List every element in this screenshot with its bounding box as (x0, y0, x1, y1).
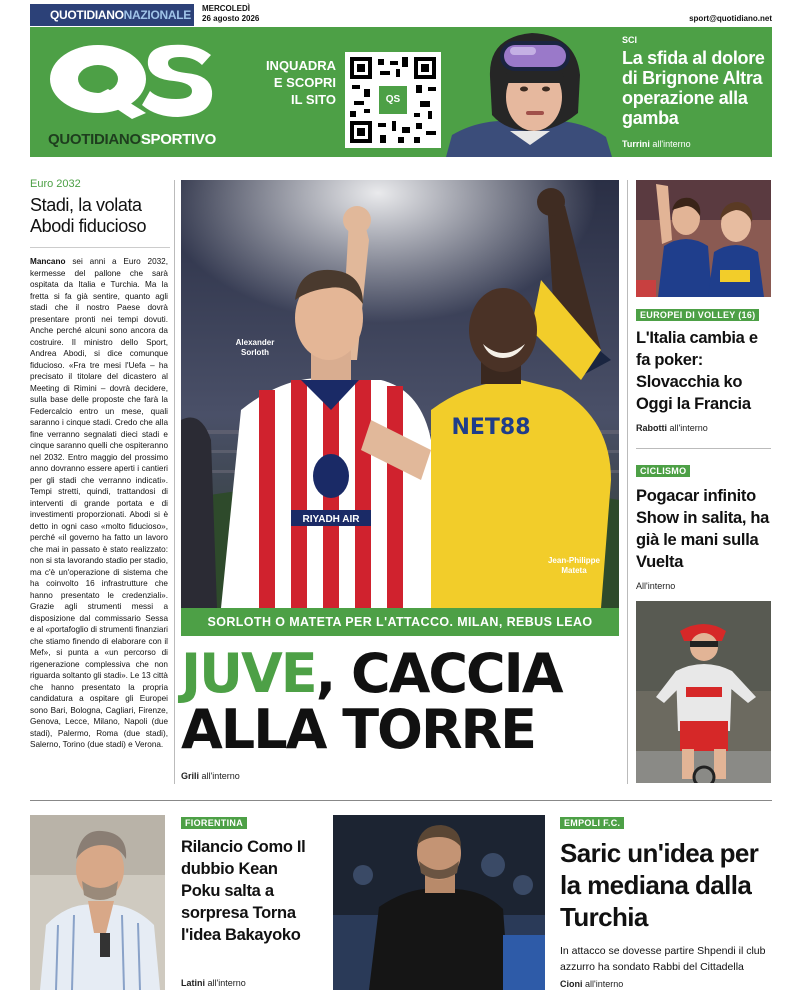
body-text: sei anni a Euro 2032, kermesse del pallone che sarà ospitata da Italia e Turchia. Ma la fretta si fa già sentire, quanto agli stadi che il nostro Paese dovrà presentare pronti nei tempi dovuti. Anche perché alcuni sono ancora da costruire. Il ministro dello Sport, Andrea Abodi, si dice comunque fiducioso. «Fra tre mesi l'Uefa – ha precisato il titolare del dicastero al Meeting di Rimini – dovrà decidere, sulla base delle proposte che farà la Federcalcio entro un mese, quali saranno i cinque stadi. Credo che alla fine verranno segnalati dieci stadi e cinque saranno quelli che ospiteranno nel 2032. Entro maggio del prossimo anno dovranno essere aperti i cantieri per gli stadi che verranno indicati». Tempi stretti, quindi, trattandosi di interventi di grande portata e di investimenti proporzionati. Abodi si è detto in ogni caso «molto fiducioso», perché «il governo ha fatto un lavoro che mai in passato è stato realizzato: non si sta lavorando stadio per stadio, ma c'è un'operazione di sistema che ha coinvolto 16 infrastrutture che hanno presentato le credenziali». Grazie agli strumenti messi a disposizione dal commissario Sessa e al «portafoglio di strumenti finanziari che stiamo finendo di elaborare con il Mef», si punta a «un percorso di rigenerazione complessiva che non riguarda soltanto gli stadi». Le 13 città che hanno presentato la propria candidatura a ospitare gli Europei sono Bari, Bologna, Cagliari, Firenze, Genova, Lecce, Milano, Napoli (due stadi), Palermo, Roma (due stadi), Salerno, Torino (due stadi) e Verona. (30, 257, 168, 749)
paratici-photo[interactable] (30, 815, 165, 990)
byline-name: Rabotti (636, 423, 667, 433)
top-bar (30, 4, 772, 26)
story-tag: EUROPEI DI VOLLEY (16) (636, 309, 759, 321)
story-title[interactable]: Saric un'idea per la mediana dalla Turchia (560, 838, 759, 932)
divider (636, 448, 771, 449)
hero-illustration (181, 180, 619, 608)
left-story-title[interactable]: Stadi, la volata Abodi fiducioso (30, 195, 147, 236)
date: 26 agosto 2026 (202, 14, 260, 23)
story-title[interactable]: Pogacar infinito Show in salita, ha già le mani sulla Vuelta (636, 487, 770, 571)
qr-center-label: QS (385, 94, 401, 105)
story-byline (636, 423, 771, 433)
story-title[interactable]: L'Italia cambia e fa poker: Slovacchia ko Oggi la Francia (636, 329, 758, 413)
byline-name: Cioni (560, 979, 583, 989)
subtitle-part2: SPORTIVO (140, 131, 216, 148)
sponsor-right: NET88 (451, 415, 531, 440)
story-tag: EMPOLI F.C. (560, 817, 624, 829)
byline-rest: all'interno (582, 979, 624, 989)
story-title[interactable]: La sfida al dolore di Brignone Altra operazione alla gamba (622, 48, 765, 128)
column-divider (627, 180, 628, 784)
masthead (30, 27, 772, 157)
byline-rest: All'interno (636, 581, 676, 591)
masthead-story[interactable] (622, 35, 768, 128)
left-story[interactable] (30, 178, 170, 237)
hero-photo[interactable] (181, 180, 619, 608)
quotidiano-nazionale-logo[interactable] (30, 4, 194, 26)
byline-rest: all'interno (205, 978, 246, 988)
contact-email[interactable]: sport@quotidiano.net (689, 14, 772, 23)
left-story-kicker: Euro 2032 (30, 178, 81, 190)
volley-photo[interactable] (636, 180, 771, 297)
qs-subtitle (48, 131, 216, 148)
lead-word: Mancano (30, 257, 66, 266)
cycling-story[interactable] (636, 461, 771, 591)
story-byline (636, 581, 771, 591)
byline-name: Turrini (622, 139, 650, 149)
qr-prompt-line: E SCOPRI (273, 75, 336, 90)
qr-prompt-line: INQUADRA (265, 58, 336, 73)
volley-story[interactable] (636, 305, 771, 433)
player-label-left: Alexander Sorloth (235, 338, 275, 357)
brand-part1: QUOTIDIANO (50, 8, 124, 22)
headline-line1 (181, 642, 621, 705)
main-headline[interactable] (181, 642, 621, 761)
story-title[interactable]: Rilancio Como Il dubbio Kean Poku salta a sorpresa Torna l'idea Bakayoko (181, 838, 306, 944)
column-divider (174, 180, 175, 784)
weekday: MERCOLEDÌ (202, 4, 250, 13)
section-divider (30, 800, 772, 801)
sponsor-left: RIYADH AIR (302, 514, 360, 525)
byline-name: Grili (181, 771, 200, 781)
qs-logo[interactable] (46, 41, 216, 121)
qr-prompt-line: IL SITO (290, 92, 336, 107)
cyclist-photo[interactable] (636, 601, 771, 783)
story-kicker: SCI (622, 35, 638, 45)
left-story-body (30, 256, 168, 751)
story-byline (560, 979, 775, 989)
skier-photo[interactable] (446, 27, 612, 157)
issue-date (202, 4, 259, 24)
story-summary: In attacco se dovesse partire Shpendi il club azzurro ha sondato Rabbi del Cittadella (560, 945, 766, 973)
story-tag: FIORENTINA (181, 817, 247, 829)
byline-name: Latini (181, 978, 205, 988)
headline-rest: , CACCIA (315, 642, 562, 705)
brand-part2: NAZIONALE (123, 8, 191, 22)
empoli-story[interactable] (560, 813, 775, 989)
byline-rest: all'interno (199, 771, 240, 781)
player-label-right: Jean-Philippe Mateta (547, 556, 600, 575)
byline-rest: all'interno (667, 423, 708, 433)
byline-rest: all'interno (649, 139, 691, 149)
subtitle-part1: QUOTIDIANO (48, 131, 141, 148)
headline-highlight: JUVE (181, 642, 316, 705)
hero-caption: SORLOTH O MATETA PER L'ATTACCO. MILAN, REBUS LEAO (181, 608, 619, 636)
fiorentina-byline (181, 978, 246, 988)
qr-code[interactable] (345, 52, 441, 148)
qr-prompt (254, 57, 336, 108)
hero-byline (181, 771, 240, 781)
fiorentina-story[interactable] (181, 813, 321, 946)
coach-photo[interactable] (333, 815, 545, 990)
story-tag: CICLISMO (636, 465, 690, 477)
headline-line2: ALLA TORRE (181, 698, 535, 761)
masthead-byline (622, 139, 691, 149)
divider (30, 247, 170, 248)
